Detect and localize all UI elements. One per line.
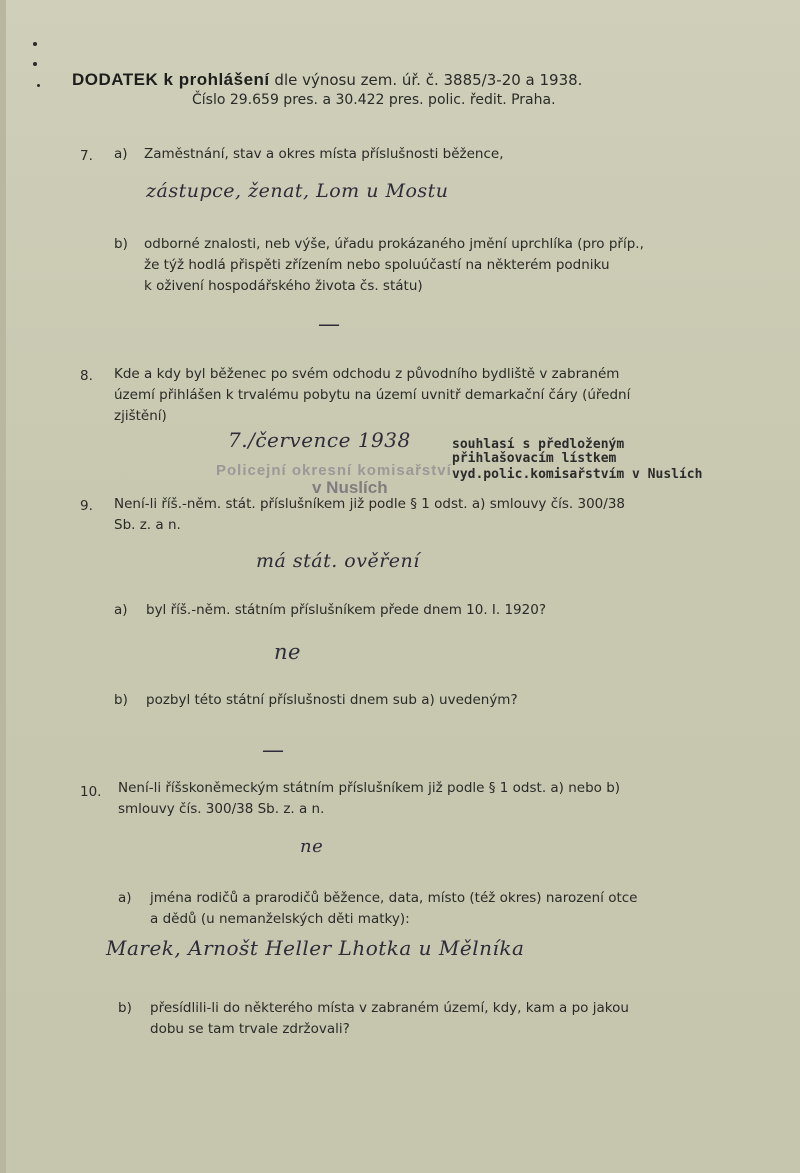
question-10-line: smlouvy čís. 300/38 Sb. z. a n. — [118, 801, 325, 817]
answer-7b-dash: — — [318, 312, 340, 337]
question-10b-label: b) — [118, 1000, 132, 1016]
answer-9a-handwritten: ne — [274, 640, 301, 664]
question-10b-line: přesídlili-li do některého místa v zabraném území, kdy, kam a po jakou — [150, 1000, 629, 1016]
question-number: 8. — [80, 368, 93, 384]
question-number: 10. — [80, 784, 102, 800]
question-10b-line: dobu se tam trvale zdržovali? — [150, 1021, 350, 1037]
header-decree: dle výnosu zem. úř. č. 3885/3-20 a 1938. — [269, 71, 583, 89]
question-9-line: Není-li říš.-něm. stát. příslušníkem již podle § 1 odst. a) smlouvy čís. 300/38 — [114, 496, 625, 512]
question-9b-text: pozbyl této státní příslušnosti dnem sub a) uvedeným? — [146, 692, 518, 708]
question-number: 9. — [80, 498, 93, 514]
question-7b-line: k oživení hospodářského života čs. státu) — [144, 278, 423, 294]
question-number: 7. — [80, 148, 93, 164]
question-9a-label: a) — [114, 602, 128, 618]
header-reference: Číslo 29.659 pres. a 30.422 pres. polic. ředit. Praha. — [192, 92, 556, 108]
question-7b-line: že týž hodlá přispěti zřízením nebo spoluúčastí na některém podniku — [144, 257, 610, 273]
question-9-line: Sb. z. a n. — [114, 517, 181, 533]
document-header — [72, 70, 582, 90]
answer-9-handwritten: má stát. ověření — [256, 550, 420, 572]
question-9a-text: byl říš.-něm. státním příslušníkem přede dnem 10. I. 1920? — [146, 602, 546, 618]
answer-10-handwritten: ne — [300, 836, 324, 857]
question-10a-line: jména rodičů a prarodičů běžence, data, místo (též okres) narození otce — [150, 890, 638, 906]
question-10-line: Není-li říšskoněmeckým státním příslušníkem již podle § 1 odst. a) nebo b) — [118, 780, 621, 796]
question-8-line: zjištění) — [114, 408, 167, 424]
question-7a-label: a) — [114, 146, 128, 162]
question-10a-line: a dědů (u nemanželských děti matky): — [150, 911, 410, 927]
stamp-line: souhlasí s předloženým — [452, 437, 625, 452]
question-7b-label: b) — [114, 236, 128, 252]
question-7b-line: odborné znalosti, neb výše, úřadu prokázaného jmění uprchlíka (pro příp., — [144, 236, 644, 252]
punch-mark — [33, 42, 37, 46]
stamp-line: vyd.polic.komisařstvím v Nuslích — [452, 467, 703, 482]
punch-mark — [33, 62, 37, 66]
answer-7a-handwritten: zástupce, ženat, Lom u Mostu — [146, 180, 449, 202]
faint-office-stamp-location: v Nuslích — [312, 478, 388, 497]
header-title: DODATEK k prohlášení — [72, 70, 270, 89]
question-8-line: Kde a kdy byl běženec po svém odchodu z původního bydliště v zabraném — [114, 366, 620, 382]
page-edge — [0, 0, 6, 1173]
answer-10a-handwritten: Marek, Arnošt Heller Lhotka u Mělníka — [106, 936, 525, 960]
question-8-line: území přihlášen k trvalému pobytu na území uvnitř demarkační čáry (úřední — [114, 387, 631, 403]
question-7a-text: Zaměstnání, stav a okres místa příslušnosti běžence, — [144, 146, 504, 162]
faint-office-stamp: Policejní okresní komisařství — [216, 462, 452, 479]
question-10a-label: a) — [118, 890, 132, 906]
answer-9b-dash: — — [262, 738, 284, 763]
punch-mark — [37, 84, 40, 87]
answer-8-handwritten: 7./července 1938 — [228, 428, 411, 452]
question-9b-label: b) — [114, 692, 128, 708]
stamp-line: přihlašovacím lístkem — [452, 451, 617, 466]
